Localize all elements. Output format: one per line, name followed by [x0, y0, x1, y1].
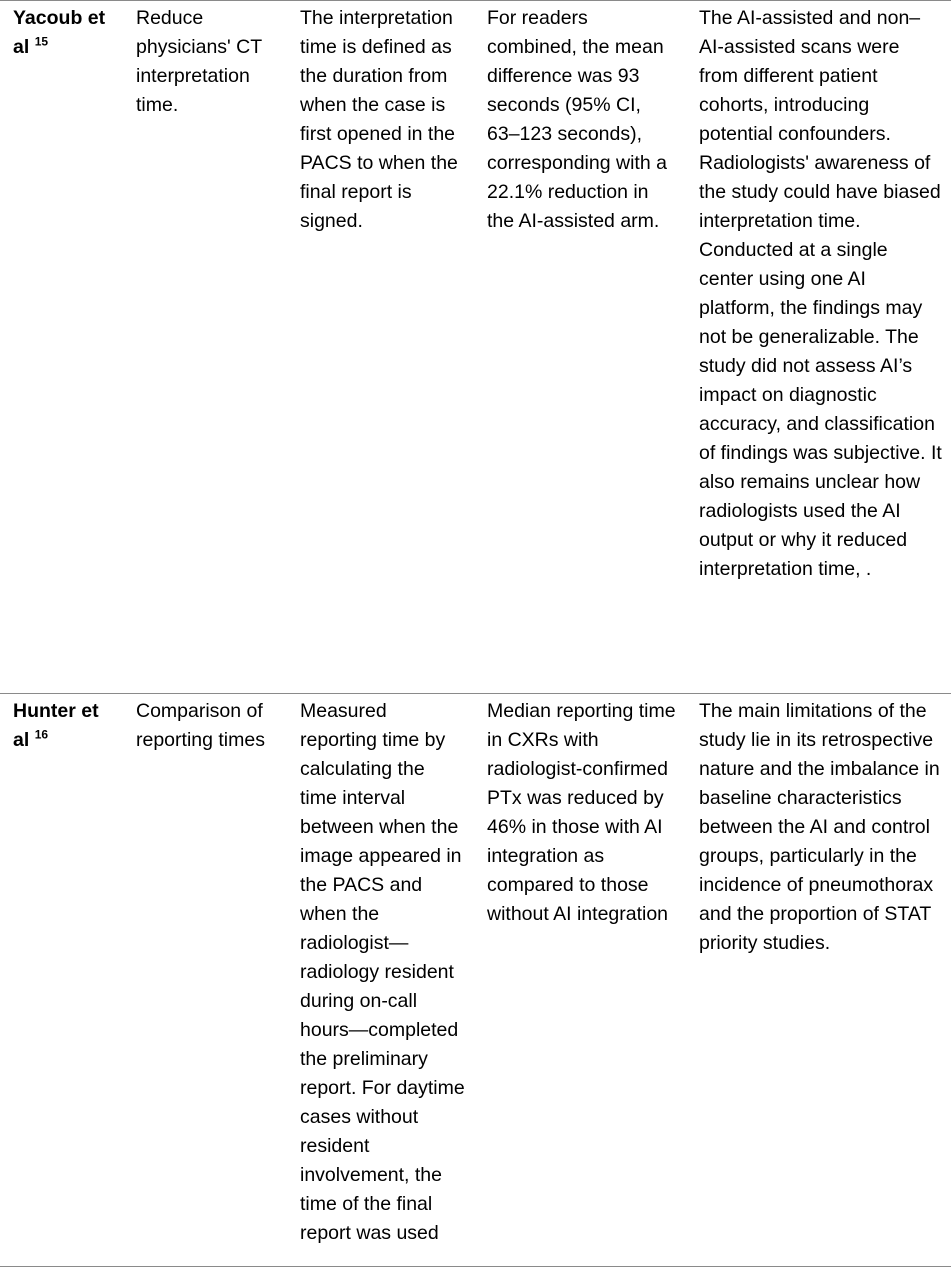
objective-cell: Comparison of reporting times — [122, 694, 286, 1267]
table-row — [0, 694, 951, 1267]
measure-cell: The interpretation time is defined as the duration from when the case is first opened in the PACS to when the final report is signed. — [286, 1, 473, 694]
limitations-cell: The main limitations of the study lie in its retrospective nature and the imbalance in baseline characteristics between the AI and control groups, particularly in the incidence of pneumothorax and the proportion of STAT priority studies. — [685, 694, 951, 1267]
result-cell: For readers combined, the mean difference was 93 seconds (95% CI, 63–123 seconds), corresponding with a 22.1% reduction in the AI-assisted arm. — [473, 1, 685, 694]
author-name: Yacoub et al — [13, 7, 106, 58]
objective-cell: Reduce physicians' CT interpretation time. — [122, 1, 286, 694]
reference-number: 16 — [34, 727, 49, 742]
author-name: Hunter et al — [13, 700, 99, 751]
author-cell — [0, 694, 122, 1267]
author-cell — [0, 1, 122, 694]
reference-number: 15 — [34, 34, 49, 49]
measure-cell: Measured reporting time by calculating the time interval between when the image appeared in the PACS and when the radiologist—radiology resident during on-call hours—completed the preliminary report. For daytime cases without resident involvement, the time of the final report was used — [286, 694, 473, 1267]
result-cell: Median reporting time in CXRs with radiologist-confirmed PTx was reduced by 46% in those with AI integration as compared to those without AI integration — [473, 694, 685, 1267]
table-row — [0, 1, 951, 694]
limitations-cell: The AI-assisted and non–AI-assisted scans were from different patient cohorts, introducing potential confounders. Radiologists' awareness of the study could have biased interpretation time. Conducted at a single center using one AI platform, the findings may not be generalizable. The study did not assess AI’s impact on diagnostic accuracy, and classification of findings was subjective. It also remains unclear how radiologists used the AI output or why it reduced interpretation time, . — [685, 1, 951, 694]
